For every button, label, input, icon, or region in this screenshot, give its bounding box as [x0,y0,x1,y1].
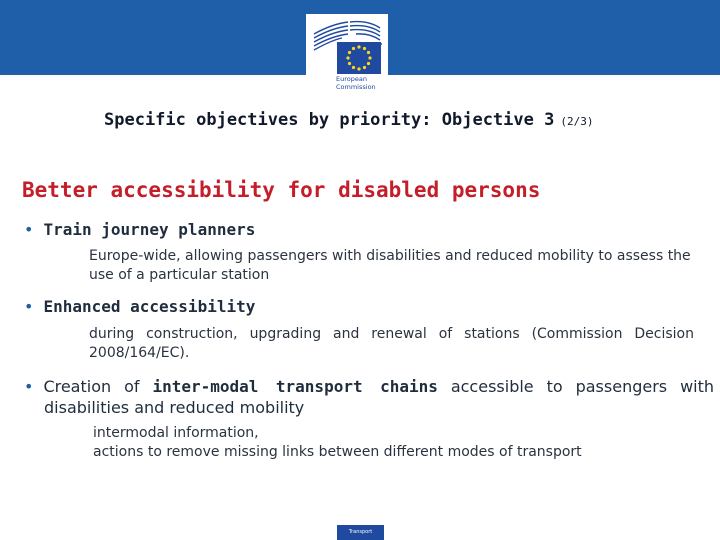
bullet-dot-icon: • [24,377,34,396]
bullet-detail: Europe-wide, allowing passengers with disabilities and reduced mobility to assess the use of a particular station [89,248,691,283]
page-indicator: (2/3) [560,115,594,128]
bullet-detail [93,424,693,462]
bullet-text-suffix: accessible to passengers with disabilities and reduced mobility [44,377,715,417]
bullet-dot-icon: • [24,220,34,239]
bullet-detail-line: actions to remove missing links between different modes of transport [93,444,582,460]
bullet-item [24,297,255,316]
logo-caption-line2: Commission [336,82,376,91]
page-title [104,110,593,130]
bullet-text-prefix: Creation of [43,377,153,396]
logo-caption [336,76,376,91]
section-heading: Better accessibility for disabled persons [22,178,541,202]
eu-flag [337,42,381,74]
bullet-text-bold: inter-modal transport chains [152,377,438,396]
european-commission-logo [306,14,388,100]
page-title-text: Specific objectives by priority: Objective 3 [104,110,555,130]
bullet-item [24,220,255,239]
bullet-detail: during construction, upgrading and renewal of stations (Commission Decision 2008/164/EC). [89,326,694,361]
footer-tag: Transport [337,525,384,540]
logo-caption-line1: European [336,75,367,83]
bullet-label: Train journey planners [43,220,256,239]
bullet-dot-icon: • [24,297,34,316]
bullet-item [24,376,714,418]
eu-stars-icon [337,42,381,74]
bullet-label: Enhanced accessibility [43,297,256,316]
bullet-detail-line: intermodal information, [93,425,259,441]
